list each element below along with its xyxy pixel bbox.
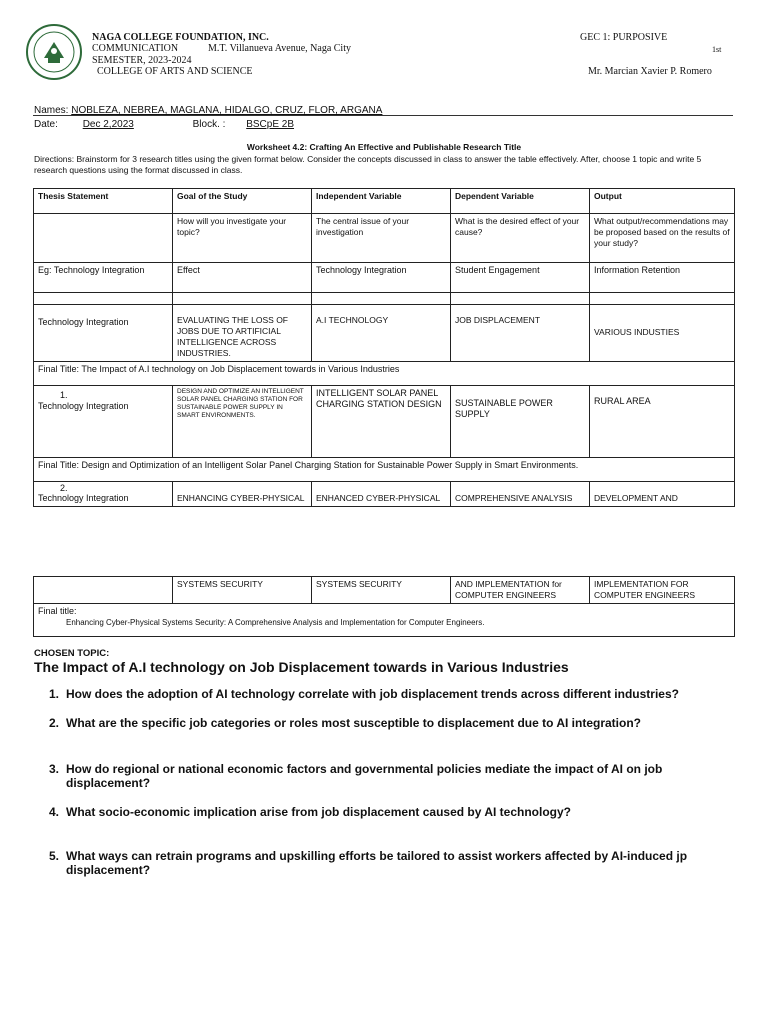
table-header-row <box>34 189 735 214</box>
row3-output: DEVELOPMENT AND <box>590 482 735 507</box>
question-text: What socio-economic implication arise from job displacement caused by AI technology? <box>66 805 571 819</box>
row2-thesis <box>34 386 173 458</box>
chosen-topic-label: CHOSEN TOPIC: <box>34 648 110 659</box>
question-text: How do regional or national economic factors and governmental policies mediate the impact of AI on job <box>66 762 663 776</box>
guide-cell <box>34 214 173 263</box>
date-line <box>34 119 294 130</box>
question-text: What are the specific job categories or roles most susceptible to displacement due to AI integration? <box>66 716 642 730</box>
final-title-row-1 <box>34 362 735 386</box>
block-value: BSCpE 2B <box>246 119 295 130</box>
row3-dependent: COMPREHENSIVE ANALYSIS <box>451 482 590 507</box>
row2-thesis-text: Technology Integration <box>38 401 129 411</box>
course-name: GEC 1: PURPOSIVE <box>580 32 668 43</box>
row2-output: RURAL AREA <box>590 386 735 458</box>
question-text-continued: displacement? <box>66 863 151 877</box>
header-output: Output <box>590 189 735 214</box>
row1-dependent: JOB DISPLACEMENT <box>451 305 590 362</box>
row2-goal: DESIGN AND OPTIMIZE AN INTELLIGENT SOLAR PANEL CHARGING STATION FOR SUSTAINABLE POWER SUPPLY IN SMART ENVIRONMENTS. <box>173 386 312 458</box>
instructor-name: Mr. Marcian Xavier P. Romero <box>588 66 712 77</box>
names-label: Names: <box>34 105 69 116</box>
question-number: 5. <box>49 849 60 863</box>
guide-cell: What is the desired effect of your cause? <box>451 214 590 263</box>
row2-number: 1. <box>60 390 68 400</box>
spacer-cell <box>34 293 173 305</box>
row1-thesis: Technology Integration <box>34 305 173 362</box>
worksheet-title: Worksheet 4.2: Crafting An Effective and Publishable Research Title <box>246 142 522 152</box>
research-question-4 <box>49 805 739 819</box>
final-title-3-cell <box>34 604 735 637</box>
term: 1st <box>712 45 722 54</box>
table-row-2 <box>34 386 735 458</box>
research-title-table-continued <box>33 576 735 637</box>
institution-name: NAGA COLLEGE FOUNDATION, INC. <box>92 32 269 43</box>
header-thesis: Thesis Statement <box>34 189 173 214</box>
research-question-5 <box>49 849 739 877</box>
table-row-1 <box>34 305 735 362</box>
spacer-cell <box>590 293 735 305</box>
question-text: How does the adoption of AI technology correlate with job displacement trends across different industries? <box>66 687 679 701</box>
row3-thesis <box>34 482 173 507</box>
header-dependent: Dependent Variable <box>451 189 590 214</box>
guide-cell: How will you investigate your topic? <box>173 214 312 263</box>
guide-cell: The central issue of your investigation <box>312 214 451 263</box>
spacer-cell <box>451 293 590 305</box>
guide-cell: What output/recommendations may be proposed based on the results of your study? <box>590 214 735 263</box>
row2-dependent: SUSTAINABLE POWER SUPPLY <box>451 386 590 458</box>
research-question-3 <box>49 762 739 790</box>
question-text-continued: displacement? <box>66 776 151 790</box>
row3c-output: IMPLEMENTATION FOR COMPUTER ENGINEERS <box>590 577 735 604</box>
row1-independent: A.I TECHNOLOGY <box>312 305 451 362</box>
research-question-2 <box>49 716 739 730</box>
row2-independent: INTELLIGENT SOLAR PANEL CHARGING STATION DESIGN <box>312 386 451 458</box>
research-question-1 <box>49 687 739 701</box>
college-seal-logo <box>26 24 82 80</box>
row3-thesis-text: Technology Integration <box>38 493 129 503</box>
final-title-row-3 <box>34 604 735 637</box>
row1-output: VARIOUS INDUSTIES <box>590 305 735 362</box>
example-cell: Effect <box>173 263 312 293</box>
example-cell: Student Engagement <box>451 263 590 293</box>
row3-goal: ENHANCING CYBER-PHYSICAL <box>173 482 312 507</box>
spacer-cell <box>173 293 312 305</box>
final-title-1: Final Title: The Impact of A.I technology on Job Displacement towards in Various Industries <box>34 362 735 386</box>
question-text: What ways can retrain programs and upskilling efforts be tailored to assist workers affected by AI-induced jp <box>66 849 688 863</box>
header-independent: Independent Variable <box>312 189 451 214</box>
example-cell: Eg: Technology Integration <box>34 263 173 293</box>
question-number: 3. <box>49 762 60 776</box>
names-value: NOBLEZA, NEBREA, MAGLANA, HIDALGO, CRUZ, FLOR, ARGANA <box>71 105 383 116</box>
final-title-3: Enhancing Cyber-Physical Systems Security: A Comprehensive Analysis and Implementation for Computer Engineers. <box>66 618 485 627</box>
row3c-goal: SYSTEMS SECURITY <box>173 577 312 604</box>
question-number: 1. <box>49 687 60 701</box>
example-cell: Technology Integration <box>312 263 451 293</box>
directions: Directions: Brainstorm for 3 research titles using the given format below. Consider the concepts discussed in class to answer the table effectively. After, choose 1 topic and write 5 research questions using the format discussed in class. <box>34 154 702 175</box>
spacer-cell <box>312 293 451 305</box>
block-label: Block. : <box>192 119 226 130</box>
table-row-example <box>34 263 735 293</box>
header-line2: COMMUNICATION <box>92 43 179 54</box>
date-label: Date: <box>34 119 58 130</box>
row3-number: 2. <box>60 483 68 493</box>
row3-independent: ENHANCED CYBER-PHYSICAL <box>312 482 451 507</box>
divider <box>33 115 733 116</box>
date-value: Dec 2,2023 <box>82 119 134 130</box>
question-number: 4. <box>49 805 60 819</box>
row3c-thesis <box>34 577 173 604</box>
row3c-dependent: AND IMPLEMENTATION for COMPUTER ENGINEERS <box>451 577 590 604</box>
semester: SEMESTER, 2023-2024 <box>92 55 192 66</box>
chosen-topic-title: The Impact of A.I technology on Job Displacement towards in Various Industries <box>34 659 569 675</box>
table-row-3-continued <box>34 577 735 604</box>
final-title-row-2 <box>34 458 735 482</box>
row3c-independent: SYSTEMS SECURITY <box>312 577 451 604</box>
header-goal: Goal of the Study <box>173 189 312 214</box>
question-number: 2. <box>49 716 60 730</box>
address: M.T. Villanueva Avenue, Naga City <box>208 43 351 54</box>
example-cell: Information Retention <box>590 263 735 293</box>
research-title-table <box>33 188 735 507</box>
table-row-spacer <box>34 293 735 305</box>
final-title-3-label: Final title: <box>38 606 77 616</box>
row1-goal: EVALUATING THE LOSS OF JOBS DUE TO ARTIFICIAL INTELLIGENCE ACROSS INDUSTRIES. <box>173 305 312 362</box>
final-title-2: Final Title: Design and Optimization of an Intelligent Solar Panel Charging Station for Sustainable Power Supply in Smart Environments. <box>34 458 735 482</box>
table-row-3 <box>34 482 735 507</box>
college-name: COLLEGE OF ARTS AND SCIENCE <box>97 66 253 77</box>
table-row-guide <box>34 214 735 263</box>
